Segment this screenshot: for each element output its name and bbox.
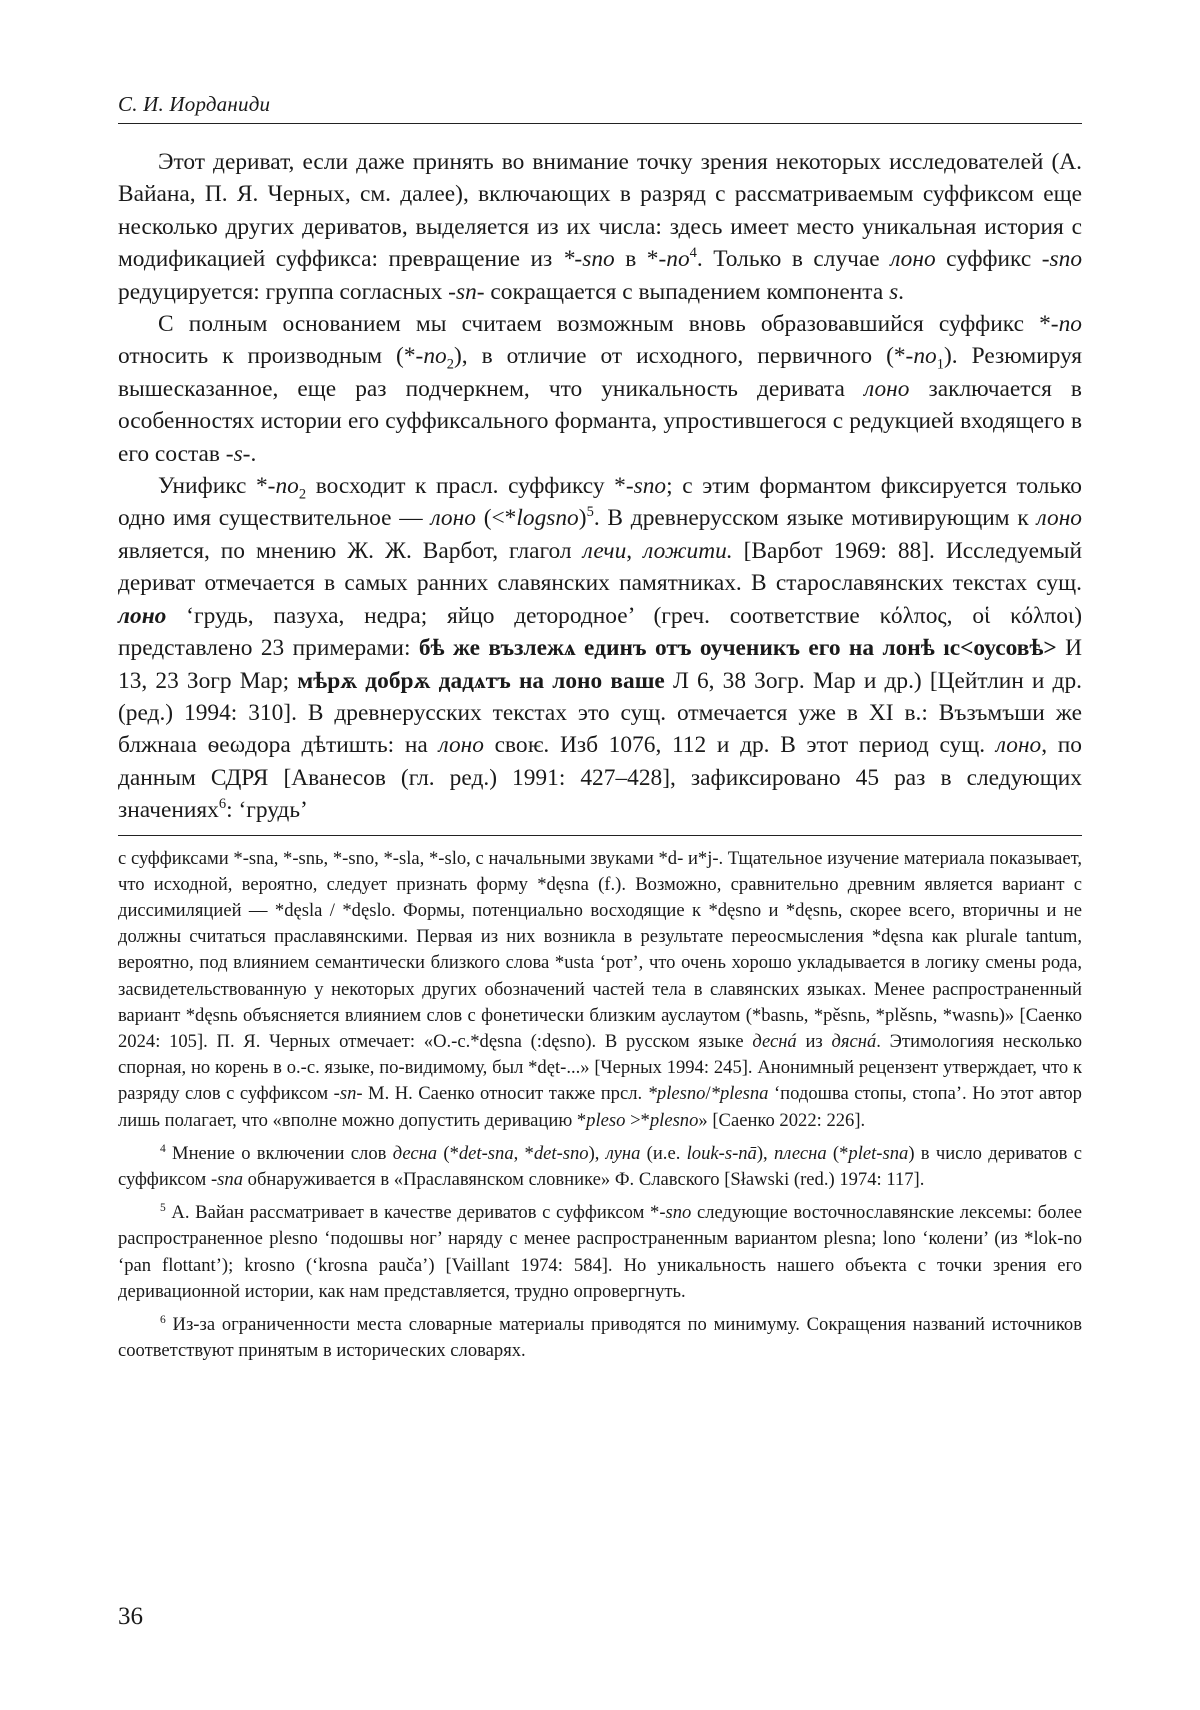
term: деснá [752,1030,797,1052]
text: И 13, 23 Зогр Мар; [118,635,1082,694]
text: ‘подошва стопы, стопа’. Но этот автор лишь полагает, что «вполне можно допустить деривацию * [118,1083,1082,1131]
old-church-slavonic-quote: бѣ же възлежѧ единъ отъ оученикъ его на лонѣ ıс<оусовѣ> [418,635,1057,662]
term: sno [1049,246,1083,273]
term: plesno [649,1109,699,1131]
text: ), в отличие от исходного, первичного (*- [453,343,914,370]
text: ; с этим формантом фиксируется только одно имя существительное — [118,473,1082,532]
term: no [913,343,937,370]
text: сокращается с выпадением компонента [484,278,890,305]
term: лоно [1036,505,1082,532]
term: no [666,246,690,273]
text: : ‘грудь’ [226,797,308,824]
term: louk-s-nā [686,1142,757,1164]
term: logsno [516,505,579,532]
term: плесна [773,1142,827,1164]
term: det-sna [458,1142,514,1164]
footnote-6 [118,1312,1082,1364]
term: *plesna [710,1083,769,1105]
text: Этот дериват, если даже принять во внимание точку зрения некоторых исследователей (А. Вайана, П. Я. Черных, см. далее), включающих в разряд с рассматриваемым суффиксом еще несколько других дериватов, выделяется из их числа: здесь имеет место уникальная история с модификацией суффикса: превращение из [118,149,1082,273]
footnote-number: 5 [160,1201,166,1214]
text: своѥ. Изб 1076, 112 и др. В этот период сущ. [483,732,996,759]
term: s [889,278,899,305]
text: следующие восточнославянские лексемы: более распространенное plesno ‘подошвы ног’ наряду с менее распространенным вариантом plesna; lono ‘колени’ (из *lok-no ‘pan flottant’); krosno (‘krosna pauča’) [Vaillant 1974: 584]. Но уникальность нашего объекта с точки зрения его деривационной истории, как нам представляется, трудно опровергнуть. [118,1202,1082,1302]
text: С полным основанием мы считаем возможным вновь образовавшийся суффикс *- [158,311,1059,338]
text: Унификс *- [158,473,276,500]
text: с суффиксами *-sna, *-snь, *-sno, *-sla, *-slo, с начальными звуками *d- и*j-. Тщательное изучение материала показывает, что исходной, вероятно, следует признать форму *dęsna (f.). Возможно, сравнительно древним является вариант с диссимиляцией — *dęsla / *dęslo. Формы, потенциально восходящие к *dęsno и *dęsnь, скорее всего, вторичны и не должны считаться праславянскими. Первая из них возникла в результате переосмысления *dęsna как plurale tantum, вероятно, под влиянием семантически близкого слова *usta ‘рот’, что очень хорошо укладывается в логику смены рода, засвидетельствованную у некоторых других обозначений частей тела в славянских языках. Менее распространенный вариант *dęsnь объясняется влиянием слов с фонетически близким ауслаутом (*basnь, *pěsnь, *plěsnь, *wasnь)» [Саенко 2024: 105]. П. Я. Черных отмечает: «О.-с.*dęsna (:dęsno). В русском языке [118,847,1082,1052]
term: лоно [890,246,936,273]
paragraph-1 [118,146,1082,308]
term: sno [665,1202,692,1224]
term: sn- [455,278,485,305]
text: / [705,1083,711,1105]
term: pleso [586,1109,626,1131]
text: , по данным СДРЯ [Аванесов (гл. ред.) 1991: 427–428], зафиксировано 45 раз в следующих значениях [118,732,1082,824]
subscript: 1 [936,357,944,374]
text: в *- [614,246,667,273]
term: no [275,473,299,500]
text: » [Саенко 2022: 226]. [698,1109,866,1131]
text: из [796,1030,832,1052]
text: восходит к прасл. суффиксу *- [306,473,634,500]
text: [Варбот 1969: 88]. Исследуемый дериват отмечается в самых ранних славянских памятниках. В старославянских текстах сущ. [118,537,1082,597]
text: . [250,440,257,467]
footnote-continuation [118,846,1082,1134]
page [118,92,1082,1371]
term: лечи [582,537,627,564]
term: sna [217,1168,243,1190]
term: ложити. [643,537,733,564]
old-church-slavonic-term: лоно [118,602,167,629]
footnote-number: 6 [160,1313,166,1326]
term: лоно [995,732,1042,759]
paragraph-2 [118,308,1082,470]
footnote-number: 4 [160,1142,166,1155]
term: no [423,343,447,370]
term: sn- [339,1083,363,1105]
term: *-sno [562,246,615,273]
text: (* [826,1142,849,1164]
term: det-sno [533,1142,589,1164]
text: (* [437,1142,459,1164]
term: лоно [430,505,476,532]
term: десна [392,1142,438,1164]
text: суффикс - [935,246,1050,273]
subscript: 2 [298,486,307,503]
text: является, по мнению Ж. Ж. Варбот, глагол [118,537,583,564]
page-number: 36 [118,1603,143,1630]
main-text [118,146,1082,827]
subscript: 2 [446,357,454,374]
text: ). Резюмируя вышесказанное, еще раз подчеркнем, что уникальность деривата [118,343,1082,402]
text: . В древнерусском языке мотивирующим к [593,505,1037,532]
footnote-ref[interactable]: 6 [218,796,227,813]
text: ) в число дериватов с суффиксом - [118,1142,1082,1190]
term: plet-sna [848,1142,909,1164]
text: (и.е. [640,1142,687,1164]
text: ) [578,505,587,532]
text: , [626,537,644,564]
old-church-slavonic-quote: мѣрѫ добрѫ дадѧтъ на лоно ваше [297,667,665,694]
text: заключается в особенностях истории его суффиксального форманта, упростившегося с редукцией входящего в его состав - [118,375,1082,467]
footnote-5 [118,1200,1082,1305]
term: no [1058,311,1082,338]
running-head: С. И. Иорданиди [118,92,1082,124]
term: *plesno [647,1083,706,1105]
text: обнаруживается в «Праславянском словнике» Ф. Славского [Sławski (red.) 1974: 117]. [243,1168,925,1190]
text: ), [756,1142,774,1164]
paragraph-3 [118,470,1082,826]
footnotes [118,846,1082,1365]
term: дяснá [831,1030,877,1052]
text: . [898,278,905,305]
text: Л 6, 38 Зогр. Мар и др.) [Цейтлин и др. (ред.) 1994: 310]. В древнерусских текстах это сущ. отмечается уже в XI в.: Възъмъши же блжнаıа ѳеωдора дѣтишть: на [118,667,1082,759]
term: sno [633,473,667,500]
text: >* [625,1109,650,1131]
text: Из-за ограниченности места словарные материалы приводятся по минимуму. Сокращения названий источников соответствуют принятым в исторических словарях. [118,1313,1082,1362]
text: ), [588,1142,606,1164]
term: лоно [863,375,910,402]
text: . Только в случае [696,246,891,273]
footnote-4 [118,1141,1082,1193]
term: луна [605,1142,641,1164]
text: . Этимологияя несколько спорная, но корень в о.-с. языке, по-видимому, был *dęt-...» [Черных 1994: 245]. Анонимный рецензент утверждает, что к разряду слов с суффиксом - [118,1030,1083,1105]
text: , * [513,1142,534,1164]
term: s- [233,440,251,467]
text: ‘грудь, пазуха, недра; яйцо детородное’ (греч. соответствие κόλπος, οἱ κόλποι) представлено 23 примерами: [118,602,1082,662]
footnote-ref[interactable]: 5 [586,504,594,521]
text: относить к производным (*- [118,343,424,370]
text: Мнение о включении слов [165,1142,393,1164]
text: А. Вайан рассматривает в качестве дериватов с суффиксом *- [165,1202,666,1224]
text: (<* [475,505,517,532]
footnote-ref[interactable]: 4 [689,245,697,262]
text: редуцируется: группа согласных - [118,278,456,305]
term: лоно [438,732,484,759]
footnote-divider [118,835,1082,836]
text: М. Н. Саенко относит также прсл. [362,1083,648,1105]
